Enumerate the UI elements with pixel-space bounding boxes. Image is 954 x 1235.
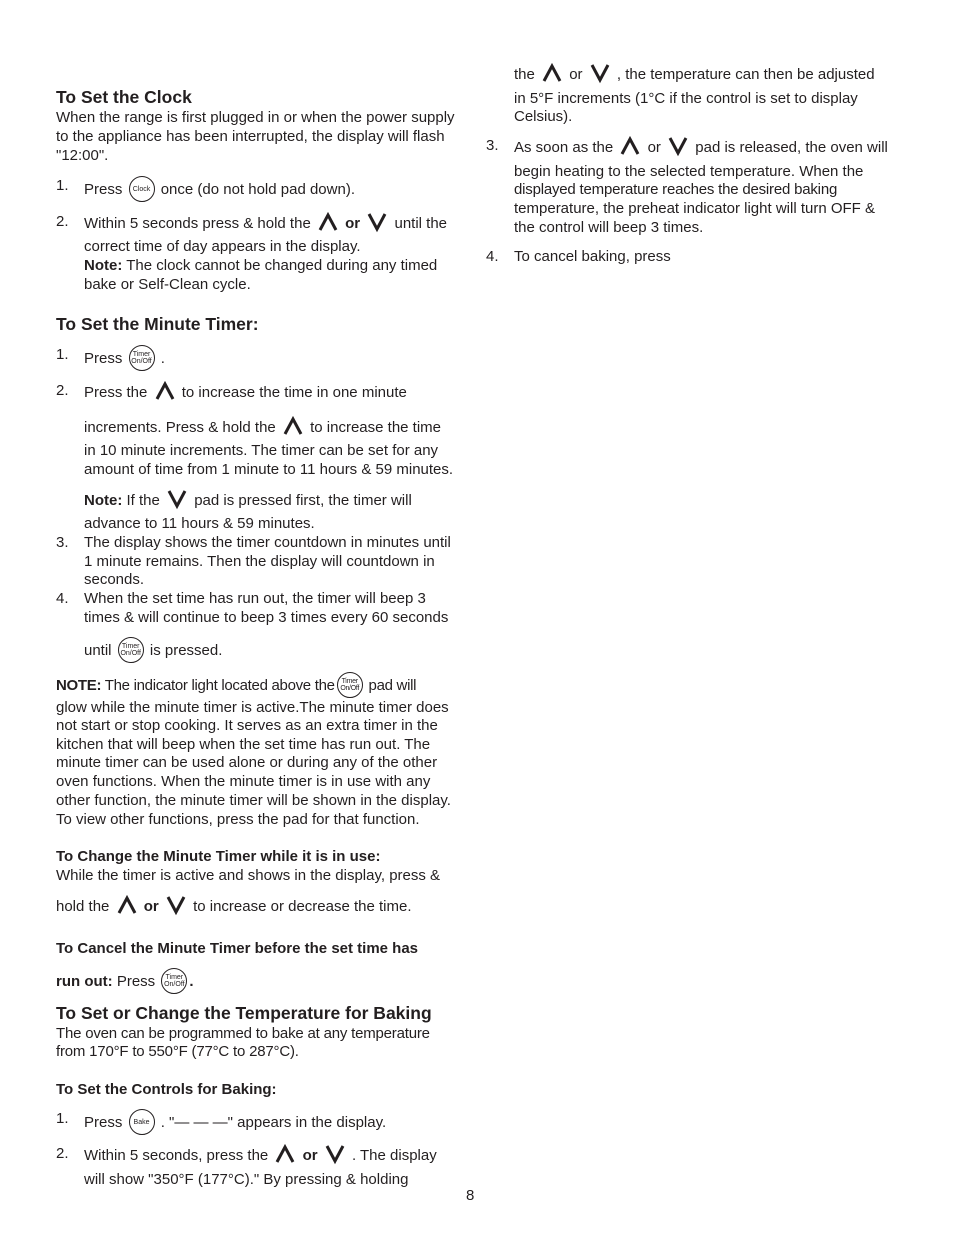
note-text: The indicator light located above the: [104, 676, 335, 694]
step-text: hold the: [56, 897, 110, 915]
bake-pad-icon: Bake: [129, 1109, 155, 1135]
or-text: or: [569, 65, 583, 83]
timer-step-4: When the set time has run out, the timer will beep 3: [84, 590, 426, 607]
or-text: or: [647, 138, 661, 156]
or-text: or: [143, 897, 159, 915]
step-number: 3.: [56, 534, 69, 551]
note-label: Note:: [84, 257, 123, 274]
baking-controls-heading: To Set the Controls for Baking:: [56, 1081, 277, 1098]
step-text: Press: [84, 1113, 123, 1131]
step-text: to increase the time in one minute: [181, 383, 407, 401]
timer-pad-icon: Timer On/Off: [161, 968, 187, 994]
timer-note: [84, 490, 412, 512]
baking-step-2-cont: will show "350°F (177°C)." By pressing & holding: [84, 1171, 409, 1188]
down-arrow-icon: [589, 62, 611, 84]
step-text: Within 5 seconds, press the: [84, 1146, 269, 1164]
step-text: once (do not hold pad down).: [160, 180, 355, 198]
or-text: or: [345, 214, 361, 232]
note-text: pad is pressed first, the timer will: [194, 491, 412, 509]
clock-step-1: [84, 177, 355, 203]
up-arrow-icon: [317, 211, 339, 233]
down-arrow-icon: [366, 211, 388, 233]
baking-intro: The oven can be programmed to bake at any temperature: [56, 1025, 430, 1042]
down-arrow-icon: [165, 894, 187, 916]
step-number: 1.: [56, 177, 69, 194]
change-timer-text: [56, 896, 412, 918]
step-text: Press: [116, 972, 156, 990]
step-text: to increase the time: [310, 418, 442, 436]
timer-note-2-cont: kitchen that will beep when the set time has run out. The: [56, 736, 431, 753]
or-text: or: [302, 1146, 318, 1164]
timer-note-2-cont: minute timer can be used alone or during any of the other: [56, 754, 438, 771]
change-timer-text: While the timer is active and shows in the display, press &: [56, 867, 441, 884]
timer-step-2-cont: in 10 minute increments. The timer can be set for any: [84, 442, 439, 459]
timer-note-2-cont: other function, the minute timer will be shown in the display.: [56, 792, 451, 809]
clock-note-cont: bake or Self-Clean cycle.: [84, 276, 251, 293]
note-label: Note:: [84, 491, 123, 509]
timer-pad-icon: Timer On/Off: [337, 672, 363, 698]
step-text: As soon as the: [514, 138, 614, 156]
step-text: .: [160, 349, 165, 367]
baking-step-4: To cancel baking, press: [514, 248, 671, 265]
timer-step-3: The display shows the timer countdown in minutes until: [84, 534, 451, 551]
step-number: 1.: [56, 1110, 69, 1127]
clock-note: [84, 257, 437, 276]
timer-heading: To Set the Minute Timer:: [56, 314, 259, 334]
step-text: until: [84, 641, 112, 659]
step-text: .: [189, 972, 194, 990]
clock-heading: To Set the Clock: [56, 87, 192, 107]
timer-step-2: [84, 382, 407, 404]
step-text: . The display: [351, 1146, 437, 1164]
step-text: . "— — —" appears in the display.: [160, 1113, 387, 1131]
step-text: the: [514, 65, 535, 83]
baking-heading: To Set or Change the Temperature for Baking: [56, 1003, 432, 1023]
step-text: Within 5 seconds press & hold the: [84, 214, 311, 232]
up-arrow-icon: [541, 62, 563, 84]
baking-step-2-cont: in 5°F increments (1°C if the control is set to display: [514, 90, 858, 107]
baking-step-3-cont: temperature, the preheat indicator light will turn OFF &: [514, 200, 875, 217]
step-text: Press: [84, 349, 123, 367]
timer-note-2-cont: To view other functions, press the pad for that function.: [56, 811, 420, 828]
up-arrow-icon: [619, 135, 641, 157]
timer-note-2-cont: oven functions. When the minute timer is in use with any: [56, 773, 431, 790]
clock-pad-icon: Clock: [129, 176, 155, 202]
timer-pad-icon: Timer On/Off: [118, 637, 144, 663]
timer-step-3-cont: seconds.: [84, 571, 145, 588]
step-number: 3.: [486, 137, 499, 154]
cancel-timer-text: [56, 969, 194, 995]
timer-step-1: [84, 346, 165, 372]
timer-note-cont: advance to 11 hours & 59 minutes.: [84, 515, 315, 532]
change-timer-heading: To Change the Minute Timer while it is in use:: [56, 848, 381, 865]
baking-step-3-cont: displayed temperature reaches the desired baking: [514, 181, 838, 198]
timer-step-4-cont: [84, 638, 222, 664]
cancel-timer-heading: To Cancel the Minute Timer before the set time has: [56, 940, 419, 957]
up-arrow-icon: [116, 894, 138, 916]
clock-intro-line: "12:00".: [56, 147, 109, 164]
step-number: 1.: [56, 346, 69, 363]
down-arrow-icon: [667, 135, 689, 157]
clock-step-2-cont: correct time of day appears in the display.: [84, 238, 361, 255]
step-number: 4.: [486, 248, 499, 265]
note-label: NOTE:: [56, 676, 102, 694]
step-text: is pressed.: [149, 641, 223, 659]
note-text: pad will: [368, 676, 417, 694]
step-text: to increase or decrease the time.: [193, 897, 412, 915]
clock-intro-line: to the appliance has been interrupted, the display will flash: [56, 128, 445, 145]
note-text: If the: [126, 491, 160, 509]
baking-step-2-cont: [514, 64, 875, 86]
step-text: pad is released, the oven will: [695, 138, 888, 156]
timer-step-4-cont: times & will continue to beep 3 times every 60 seconds: [84, 609, 449, 626]
step-text: increments. Press & hold the: [84, 418, 276, 436]
cancel-label: run out:: [56, 972, 113, 990]
timer-pad-icon: Timer On/Off: [129, 345, 155, 371]
timer-note-2: [56, 673, 416, 699]
up-arrow-icon: [154, 380, 176, 402]
baking-step-2-cont: Celsius).: [514, 108, 573, 125]
step-text: Press the: [84, 383, 148, 401]
page-number: 8: [466, 1187, 475, 1204]
step-text: until the: [394, 214, 448, 232]
up-arrow-icon: [274, 1143, 296, 1165]
baking-intro: from 170°F to 550°F (77°C to 287°C).: [56, 1043, 299, 1060]
down-arrow-icon: [166, 488, 188, 510]
timer-note-2-cont: glow while the minute timer is active.The minute timer does: [56, 699, 449, 716]
baking-step-2: [84, 1145, 437, 1167]
up-arrow-icon: [282, 415, 304, 437]
step-number: 2.: [56, 1145, 69, 1162]
timer-step-2-cont: amount of time from 1 minute to 11 hours & 59 minutes.: [84, 461, 454, 478]
step-number: 2.: [56, 382, 69, 399]
timer-step-3-cont: 1 minute remains. Then the display will countdown in: [84, 553, 435, 570]
timer-note-2-cont: not start or stop cooking. It serves as an extra timer in the: [56, 717, 438, 734]
baking-step-3-cont: the control will beep 3 times.: [514, 219, 704, 236]
baking-step-1: [84, 1110, 386, 1136]
timer-step-2-cont: [84, 417, 441, 439]
step-number: 4.: [56, 590, 69, 607]
clock-step-2: [84, 213, 447, 235]
clock-intro-line: When the range is first plugged in or when the power supply: [56, 109, 455, 126]
down-arrow-icon: [324, 1143, 346, 1165]
step-text: Press: [84, 180, 123, 198]
baking-step-3: [514, 137, 888, 159]
step-text: , the temperature can then be adjusted: [616, 65, 875, 83]
note-text: The clock cannot be changed during any timed: [126, 257, 438, 274]
step-number: 2.: [56, 213, 69, 230]
baking-step-3-cont: begin heating to the selected temperature. When the: [514, 163, 864, 180]
